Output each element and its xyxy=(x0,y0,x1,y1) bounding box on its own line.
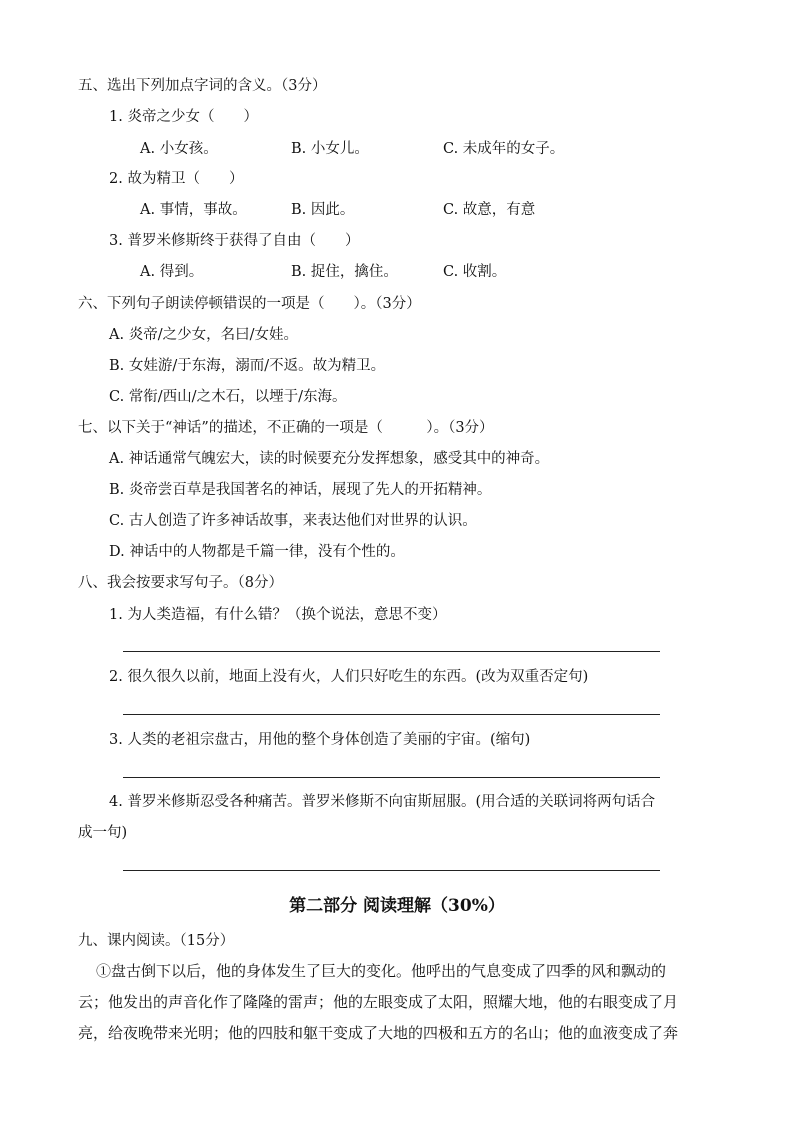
s8-question-2: 2. 很久很久以前，地面上没有火，人们只好吃生的东西。(改为双重否定句) xyxy=(109,669,589,685)
s5-q2-option-c: C. 故意，有意 xyxy=(443,202,536,218)
s5-q2-option-b: B. 因此。 xyxy=(291,202,355,218)
answer-line-3[interactable] xyxy=(123,777,660,778)
section-8-heading: 八、我会按要求写句子。（8分） xyxy=(78,575,283,591)
answer-line-2[interactable] xyxy=(123,714,660,715)
s5-question-1: 1. 炎帝之少女（ ） xyxy=(109,109,258,125)
part-2-title: 第二部分 阅读理解（30%） xyxy=(289,896,505,916)
section-9-heading: 九、课内阅读。（15分） xyxy=(78,933,235,949)
section-5-heading: 五、选出下列加点字词的含义。（3分） xyxy=(78,78,327,94)
reading-paragraph-line-3: 亮，给夜晚带来光明；他的四肢和躯干变成了大地的四极和五方的名山；他的血液变成了奔 xyxy=(78,1024,679,1042)
s5-question-2: 2. 故为精卫（ ） xyxy=(109,171,244,187)
s7-option-b: B. 炎帝尝百草是我国著名的神话，展现了先人的开拓精神。 xyxy=(109,482,492,498)
s5-q3-option-a: A. 得到。 xyxy=(140,264,204,280)
s7-option-c: C. 古人创造了许多神话故事，来表达他们对世界的认识。 xyxy=(109,513,477,529)
s7-option-d: D. 神话中的人物都是千篇一律，没有个性的。 xyxy=(109,544,405,560)
answer-line-4[interactable] xyxy=(123,870,660,871)
s6-option-a: A. 炎帝/之少女，名曰/女娃。 xyxy=(109,327,298,343)
reading-paragraph-line-1: ①盘古倒下以后，他的身体发生了巨大的变化。他呼出的气息变成了四季的风和飘动的 xyxy=(96,962,667,980)
reading-paragraph-line-2: 云；他发出的声音化作了隆隆的雷声；他的左眼变成了太阳，照耀大地，他的右眼变成了月 xyxy=(78,993,679,1011)
s5-question-3: 3. 普罗米修斯终于获得了自由（ ） xyxy=(109,233,360,249)
s5-q3-option-c: C. 收割。 xyxy=(443,264,507,280)
s5-q1-option-a: A. 小女孩。 xyxy=(140,141,218,157)
s8-question-3: 3. 人类的老祖宗盘古，用他的整个身体创造了美丽的宇宙。(缩句) xyxy=(109,732,531,748)
s5-q2-option-a: A. 事情，事故。 xyxy=(140,202,247,218)
s6-option-c: C. 常衔/西山/之木石，以堙于/东海。 xyxy=(109,389,347,405)
section-7-heading: 七、以下关于“神话”的描述，不正确的一项是（ ）。（3分） xyxy=(78,420,494,436)
s8-question-1: 1. 为人类造福，有什么错？（换个说法，意思不变） xyxy=(109,607,447,623)
section-6-heading: 六、下列句子朗读停顿错误的一项是（ ）。（3分） xyxy=(78,296,421,312)
s7-option-a: A. 神话通常气魄宏大，读的时候要充分发挥想象，感受其中的神奇。 xyxy=(109,451,550,467)
s5-q1-option-c: C. 未成年的女子。 xyxy=(443,141,565,157)
s5-q1-option-b: B. 小女儿。 xyxy=(291,141,369,157)
s8-question-4-line-2: 成一句) xyxy=(78,825,128,841)
answer-line-1[interactable] xyxy=(123,651,660,652)
s8-question-4-line-1: 4. 普罗米修斯忍受各种痛苦。普罗米修斯不向宙斯屈服。(用合适的关联词将两句话合 xyxy=(109,794,656,810)
s5-q3-option-b: B. 捉住，擒住。 xyxy=(291,264,398,280)
s6-option-b: B. 女娃游/于东海，溺而/不返。故为精卫。 xyxy=(109,358,386,374)
